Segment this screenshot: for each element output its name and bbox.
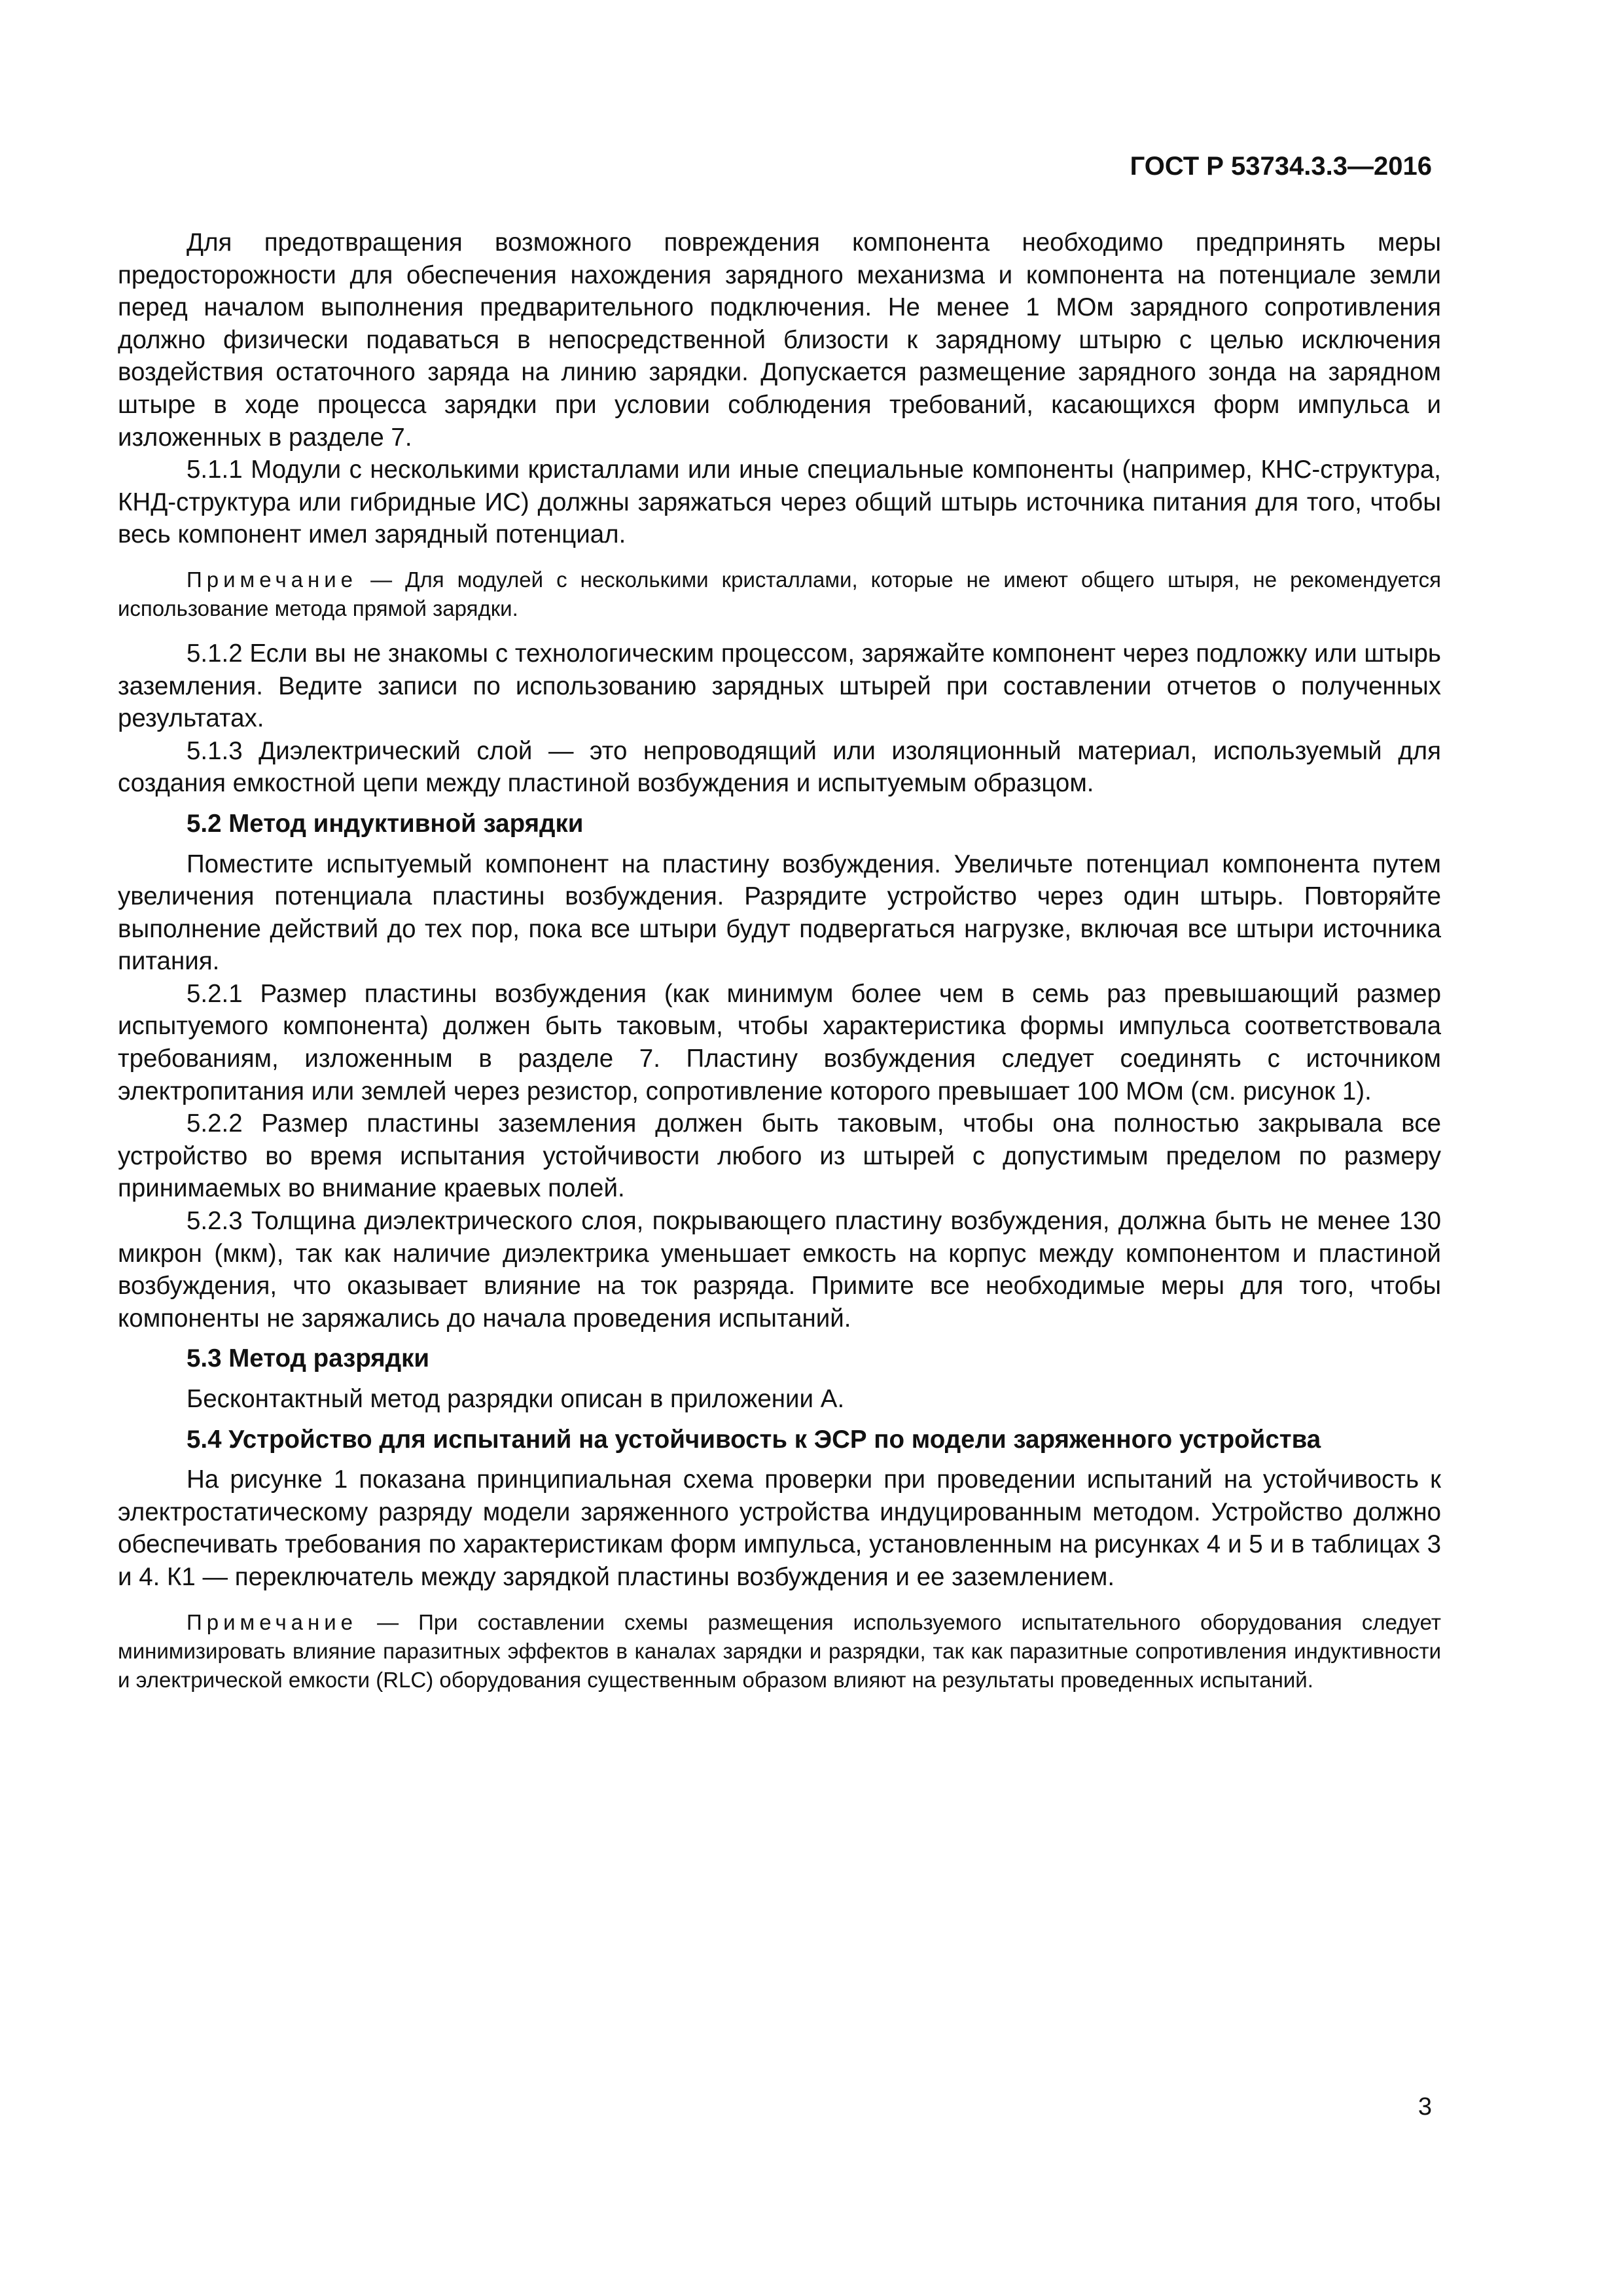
document-body [118, 226, 1441, 1695]
note-1 [118, 565, 1441, 623]
paragraph-intro: Для предотвращения возможного повреждения компонента необходимо предпринять меры предосторожности для обеспечения нахождения зарядного механизма и компонента на потенциале земли перед началом выполнения предварительного подключения. Не менее 1 МОм зарядного сопротивления должно физически подаваться в непосредственной близости к зарядному штырю с целью исключения воздействия остаточного заряда на линию зарядки. Допускается размещение зарядного зонда на зарядном штыре в ходе процесса зарядки при условии соблюдения требований, касающихся форм импульса и изложенных в разделе 7. [118, 228, 1441, 452]
paragraph-5-1-2: 5.1.2 Если вы не знакомы с технологическим процессом, заряжайте компонент через подложку или штырь заземления. Ведите записи по использованию зарядных штырей при составлении отчетов о полученных результатах. [118, 639, 1441, 733]
note-label: Примечание [187, 1609, 358, 1634]
document-code: ГОСТ Р 53734.3.3—2016 [1130, 152, 1432, 181]
note-label: Примечание [187, 567, 358, 592]
heading-5-2: 5.2 Метод индуктивной зарядки [187, 809, 584, 838]
paragraph-5-1-1: 5.1.1 Модули с несколькими кристаллами или иные специальные компоненты (например, КНС-структура, КНД-структура или гибридные ИС) должны заряжаться через общий штырь источника питания для того, чтобы весь компонент имел зарядный потенциал. [118, 456, 1441, 549]
heading-5-3: 5.3 Метод разрядки [187, 1344, 430, 1373]
paragraph-5-2-2: 5.2.2 Размер пластины заземления должен быть таковым, чтобы она полностью закрывала все устройство во время испытания устойчивости любого из штырей с допустимым пределом по размеру принимаемых во внимание краевых полей. [118, 1109, 1441, 1203]
paragraph-5-4: На рисунке 1 показана принципиальная схема проверки при проведении испытаний на устойчивость к электростатическому разряду модели заряженного устройства индуцированным методом. Устройство должно обеспечивать требования по характеристикам форм импульса, установленным на рисунках 4 и 5 и в таблицах 3 и 4. К1 — переключатель между зарядкой пластины возбуждения и ее заземлением. [118, 1465, 1441, 1591]
paragraph-5-2: Поместите испытуемый компонент на пластину возбуждения. Увеличьте потенциал компонента путем увеличения потенциала пластины возбуждения. Разрядите устройство через один штырь. Повторяйте выполнение действий до тех пор, пока все штыри будут подвергаться нагрузке, включая все штыри источника питания. [118, 850, 1441, 976]
note-2 [118, 1608, 1441, 1695]
paragraph-5-2-1: 5.2.1 Размер пластины возбуждения (как минимум более чем в семь раз превышающий размер испытуемого компонента) должен быть таковым, чтобы характеристика формы импульса соответствовала требованиям, изложенным в разделе 7. Пластину возбуждения следует соединять с источником электропитания или землей через резистор, сопротивление которого превышает 100 МОм (см. рисунок 1). [118, 979, 1441, 1105]
note-text: — При составлении схемы размещения используемого испытательного оборудования следует минимизировать влияние паразитных эффектов в каналах зарядки и разрядки, так как паразитные сопротивления индуктивности и электрической емкости (RLC) оборудования существенным образом влияют на результаты проведенных испытаний. [118, 1609, 1441, 1692]
paragraph-5-1-3: 5.1.3 Диэлектрический слой — это непроводящий или изоляционный материал, используемый для создания емкостной цепи между пластиной возбуждения и испытуемым образцом. [118, 736, 1441, 798]
page-number: 3 [1418, 2093, 1432, 2121]
note-text: — Для модулей с несколькими кристаллами, которые не имеют общего штыря, не рекомендуется использование метода прямой зарядки. [118, 567, 1441, 620]
paragraph-5-3: Бесконтактный метод разрядки описан в приложении А. [187, 1385, 845, 1413]
heading-5-4: 5.4 Устройство для испытаний на устойчивость к ЭСР по модели заряженного устройства [187, 1425, 1321, 1454]
paragraph-5-2-3: 5.2.3 Толщина диэлектрического слоя, покрывающего пластину возбуждения, должна быть не менее 130 микрон (мкм), так как наличие диэлектрика уменьшает емкость на корпус между компонентом и пластиной возбуждения, что оказывает влияние на ток разряда. Примите все необходимые меры для того, чтобы компоненты не заряжались до начала проведения испытаний. [118, 1207, 1441, 1333]
